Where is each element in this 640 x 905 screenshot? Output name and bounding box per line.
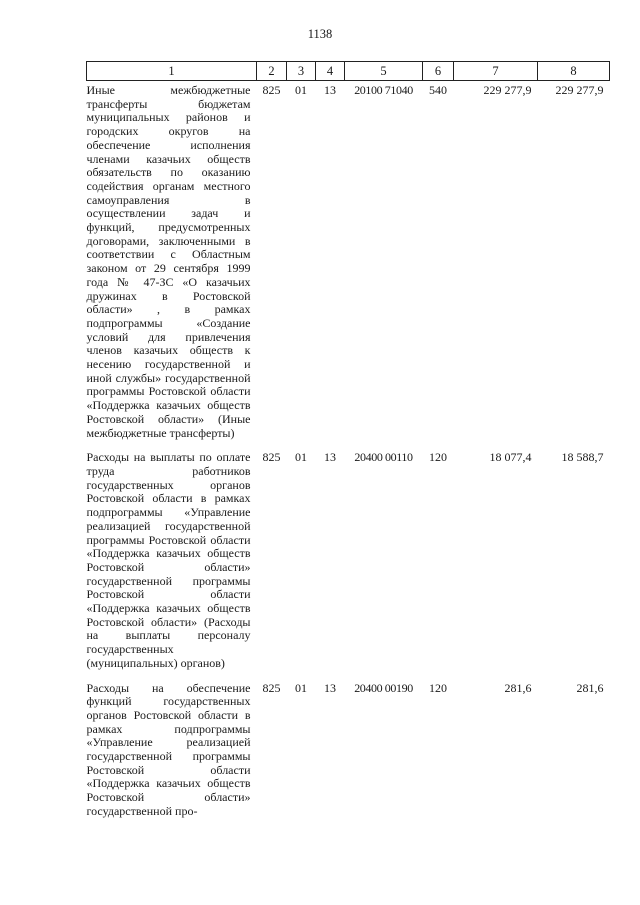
budget-table <box>86 61 610 827</box>
column-header: 3 <box>287 62 316 81</box>
row-description: Расходы на выплаты по оплате труда работников государственных органов Ростовской области в рамках подпрограммы «Управление реализацией государственной программы Ростовской области «Поддержка казачьих обществ Ростовской области» государственной программы Ростовской области «Поддержка казачьих обществ Ростовской области» (Расходы на выплаты персоналу государственных (муниципальных) органов) <box>86 450 251 670</box>
column-header: 5 <box>345 62 423 81</box>
amount-year-1: 229 277,9 <box>483 83 532 97</box>
column-header: 7 <box>454 62 538 81</box>
row-description: Расходы на обеспечение функций государственных органов Ростовской области в рамках подпрограммы «Управление реализацией государственной программы Ростовской области «Поддержка казачьих обществ Ростовской области» государственной про- <box>86 680 251 818</box>
table-header-row <box>87 62 610 81</box>
subsection-code: 13 <box>324 83 336 97</box>
page-number: 1138 <box>307 27 333 41</box>
row-description: Иные межбюджетные трансферты бюджетам муниципальных районов и городских округов на обеспечение исполнения членами казачьих обществ обязательств по оказанию содействия органам местного самоуправления в осуществлении задач и функций, предусмотренных договорами, заключенными в соответствии с Областным законом от 29 сентября 1999 года № 47-ЗС «О казачьих дружинах в Ростовской области» , в рамках подпрограммы «Создание условий для привлечения членов казачьих обществ к несению государственной и иной службы» государственной программы Ростовской области «Поддержка казачьих обществ Ростовской области» (Иные межбюджетные трансферты) <box>86 83 251 440</box>
ministry-code: 825 <box>262 450 281 465</box>
subsection-code: 13 <box>324 680 336 695</box>
table-row <box>87 81 610 449</box>
column-header: 6 <box>423 62 454 81</box>
ministry-code: 825 <box>262 83 281 97</box>
section-code: 01 <box>295 680 307 695</box>
section-code: 01 <box>295 83 307 97</box>
ministry-code: 825 <box>262 680 281 695</box>
column-header: 8 <box>538 62 610 81</box>
column-header: 4 <box>316 62 345 81</box>
expense-type-code: 120 <box>429 450 447 465</box>
target-article-code: 20400 00190 <box>354 680 413 695</box>
target-article-code: 20100 71040 <box>354 83 413 97</box>
table-row <box>87 448 610 678</box>
column-header: 2 <box>257 62 287 81</box>
table-row <box>87 679 610 827</box>
target-article-code: 20400 00110 <box>354 450 413 465</box>
amount-year-2: 229 277,9 <box>555 83 604 97</box>
section-code: 01 <box>295 450 307 465</box>
amount-year-2: 18 588,7 <box>561 450 604 465</box>
subsection-code: 13 <box>324 450 336 465</box>
amount-year-1: 18 077,4 <box>489 450 532 465</box>
expense-type-code: 120 <box>429 680 447 695</box>
column-header: 1 <box>87 62 257 81</box>
expense-type-code: 540 <box>429 83 447 97</box>
amount-year-2: 281,6 <box>576 680 604 695</box>
amount-year-1: 281,6 <box>504 680 532 695</box>
